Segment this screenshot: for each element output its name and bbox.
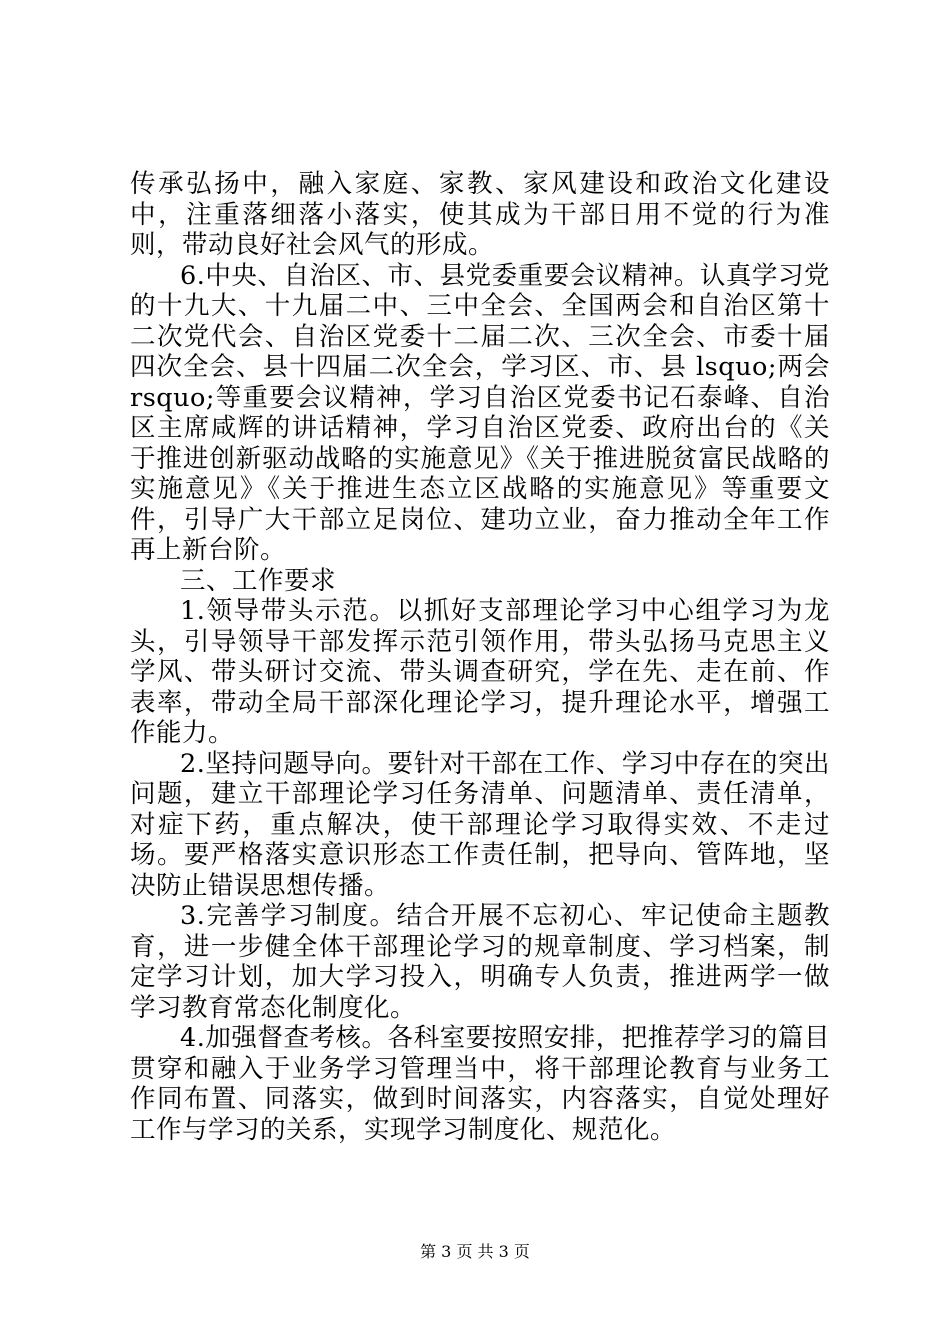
document-body bbox=[130, 169, 830, 1145]
paragraph-requirement-1: 1.领导带头示范。以抓好支部理论学习中心组学习为龙头，引导领导干部发挥示范引领作用，带头弘扬马克思主义学风、带头研讨交流、带头调查研究，学在先、走在前、作表率，带动全局干部深化理论学习，提升理论水平，增强工作能力。 bbox=[130, 596, 830, 748]
paragraph-continuation: 传承弘扬中，融入家庭、家教、家风建设和政治文化建设中，注重落细落小落实，使其成为干部日用不觉的行为准则，带动良好社会风气的形成。 bbox=[130, 169, 830, 260]
paragraph-requirement-4: 4.加强督查考核。各科室要按照安排，把推荐学习的篇目贯穿和融入于业务学习管理当中，将干部理论教育与业务工作同布置、同落实，做到时间落实，内容落实，自觉处理好工作与学习的关系，实现学习制度化、规范化。 bbox=[130, 1023, 830, 1145]
paragraph-requirement-3: 3.完善学习制度。结合开展不忘初心、牢记使命主题教育，进一步健全体干部理论学习的规章制度、学习档案，制定学习计划，加大学习投入，明确专人负责，推进两学一做学习教育常态化制度化。 bbox=[130, 901, 830, 1023]
section-heading: 三、工作要求 bbox=[180, 565, 337, 596]
page-footer: 第 3 页 共 3 页 bbox=[420, 1242, 530, 1261]
paragraph-item-6: 6.中央、自治区、市、县党委重要会议精神。认真学习党的十九大、十九届二中、三中全会、全国两会和自治区第十二次党代会、自治区党委十二届二次、三次全会、市委十届四次全会、县十四届二次全会，学习区、市、县 lsquo;两会 rsquo;等重要会议精神，学习自治区党委书记石泰峰、自治区主席咸辉的讲话精神，学习自治区党委、政府出台的《关于推进创新驱动战略的实施意见》《关于推进脱贫富民战略的实施意见》《关于推进生态立区战略的实施意见》等重要文件，引导广大干部立足岗位、建功立业，奋力推动全年工作再上新台阶。 bbox=[130, 260, 830, 565]
paragraph-requirement-2: 2.坚持问题导向。要针对干部在工作、学习中存在的突出问题，建立干部理论学习任务清单、问题清单、责任清单，对症下药，重点解决，使干部理论学习取得实效、不走过场。要严格落实意识形态工作责任制，把导向、管阵地，坚决防止错误思想传播。 bbox=[130, 748, 830, 901]
